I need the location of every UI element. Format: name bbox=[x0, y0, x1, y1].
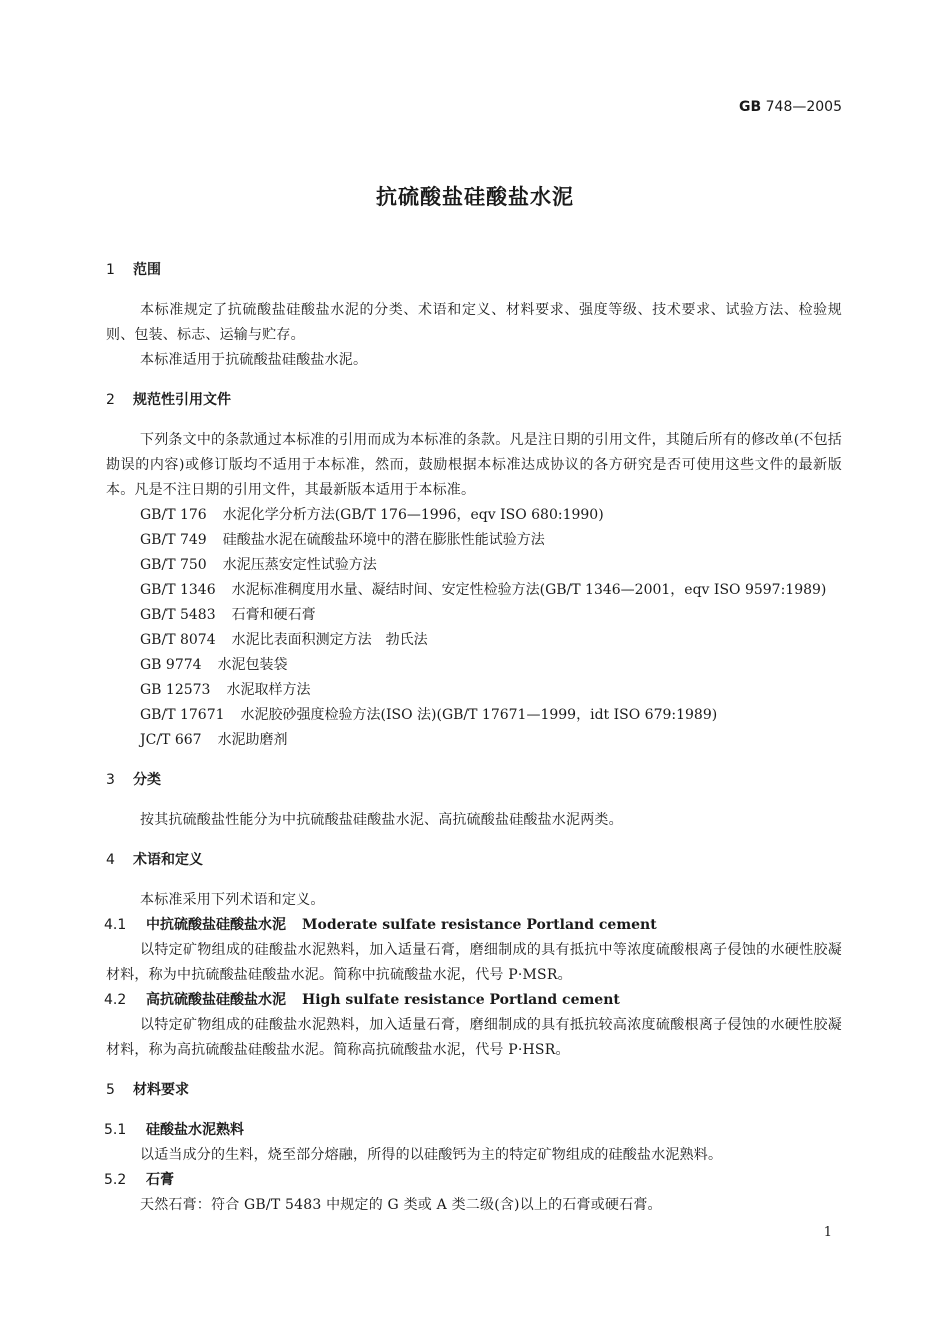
term-definition: 以特定矿物组成的硅酸盐水泥熟料，加入适量石膏，磨细制成的具有抵抗较高浓度硫酸根离子侵蚀的水硬性胶凝材料，称为高抗硫酸盐硅酸盐水泥。简称高抗硫酸盐水泥，代号 P·HSR。 bbox=[106, 1017, 842, 1058]
paragraph: 按其抗硫酸盐性能分为中抗硫酸盐硅酸盐水泥、高抗硫酸盐硅酸盐水泥两类。 bbox=[140, 812, 623, 828]
subsection-heading: 5.2 石膏 bbox=[104, 1172, 174, 1188]
subsection-heading: 5.1 硅酸盐水泥熟料 bbox=[104, 1122, 244, 1138]
reference-item: GB/T 8074 水泥比表面积测定方法 勃氏法 bbox=[140, 632, 428, 648]
reference-item: JC/T 667 水泥助磨剂 bbox=[140, 732, 288, 748]
term-heading: 4.1 中抗硫酸盐硅酸盐水泥 Moderate sulfate resistance Portland cement bbox=[104, 917, 657, 933]
standard-code-prefix: GB bbox=[739, 99, 762, 115]
standard-code bbox=[739, 99, 842, 115]
term-definition: 以特定矿物组成的硅酸盐水泥熟料，加入适量石膏，磨细制成的具有抵抗中等浓度硫酸根离子侵蚀的水硬性胶凝材料，称为中抗硫酸盐硅酸盐水泥。简称中抗硫酸盐水泥，代号 P·MSR。 bbox=[106, 942, 842, 983]
reference-item: GB 12573 水泥取样方法 bbox=[140, 682, 311, 698]
reference-item: GB/T 1346 水泥标准稠度用水量、凝结时间、安定性检验方法(GB/T 1346—2001，eqv ISO 9597:1989) bbox=[140, 582, 827, 598]
section-heading-material-requirements: 5 材料要求 bbox=[106, 1082, 189, 1098]
reference-item: GB/T 749 硅酸盐水泥在硫酸盐环境中的潜在膨胀性能试验方法 bbox=[140, 532, 545, 548]
page-number: 1 bbox=[823, 1225, 832, 1240]
reference-item: GB/T 5483 石膏和硬石膏 bbox=[140, 607, 316, 623]
section-heading-scope: 1 范围 bbox=[106, 262, 161, 278]
document-body bbox=[106, 258, 842, 1218]
paragraph: 以适当成分的生料，烧至部分熔融，所得的以硅酸钙为主的特定矿物组成的硅酸盐水泥熟料。 bbox=[140, 1147, 723, 1163]
reference-item: GB 9774 水泥包装袋 bbox=[140, 657, 288, 673]
paragraph: 天然石膏：符合 GB/T 5483 中规定的 G 类或 A 类二级(含)以上的石膏或硬石膏。 bbox=[140, 1197, 662, 1213]
paragraph: 本标准适用于抗硫酸盐硅酸盐水泥。 bbox=[140, 352, 368, 368]
reference-item: GB/T 750 水泥压蒸安定性试验方法 bbox=[140, 557, 377, 573]
reference-item: GB/T 176 水泥化学分析方法(GB/T 176—1996，eqv ISO 680:1990) bbox=[140, 507, 604, 523]
term-heading: 4.2 高抗硫酸盐硅酸盐水泥 High sulfate resistance Portland cement bbox=[104, 992, 620, 1008]
paragraph: 本标准规定了抗硫酸盐硅酸盐水泥的分类、术语和定义、材料要求、强度等级、技术要求、试验方法、检验规则、包装、标志、运输与贮存。 bbox=[106, 302, 842, 343]
paragraph: 下列条文中的条款通过本标准的引用而成为本标准的条款。凡是注日期的引用文件，其随后所有的修改单(不包括勘误的内容)或修订版均不适用于本标准，然而，鼓励根据本标准达成协议的各方研究是否可使用这些文件的最新版本。凡是不注日期的引用文件，其最新版本适用于本标准。 bbox=[106, 432, 842, 498]
reference-item: GB/T 17671 水泥胶砂强度检验方法(ISO 法)(GB/T 17671—1999，idt ISO 679:1989) bbox=[140, 707, 718, 723]
section-heading-terms-definitions: 4 术语和定义 bbox=[106, 852, 203, 868]
section-heading-normative-references: 2 规范性引用文件 bbox=[106, 392, 231, 408]
document-title: 抗硫酸盐硅酸盐水泥 bbox=[376, 185, 574, 209]
section-heading-classification: 3 分类 bbox=[106, 772, 161, 788]
standard-code-number: 748—2005 bbox=[765, 99, 842, 115]
paragraph: 本标准采用下列术语和定义。 bbox=[140, 892, 325, 908]
